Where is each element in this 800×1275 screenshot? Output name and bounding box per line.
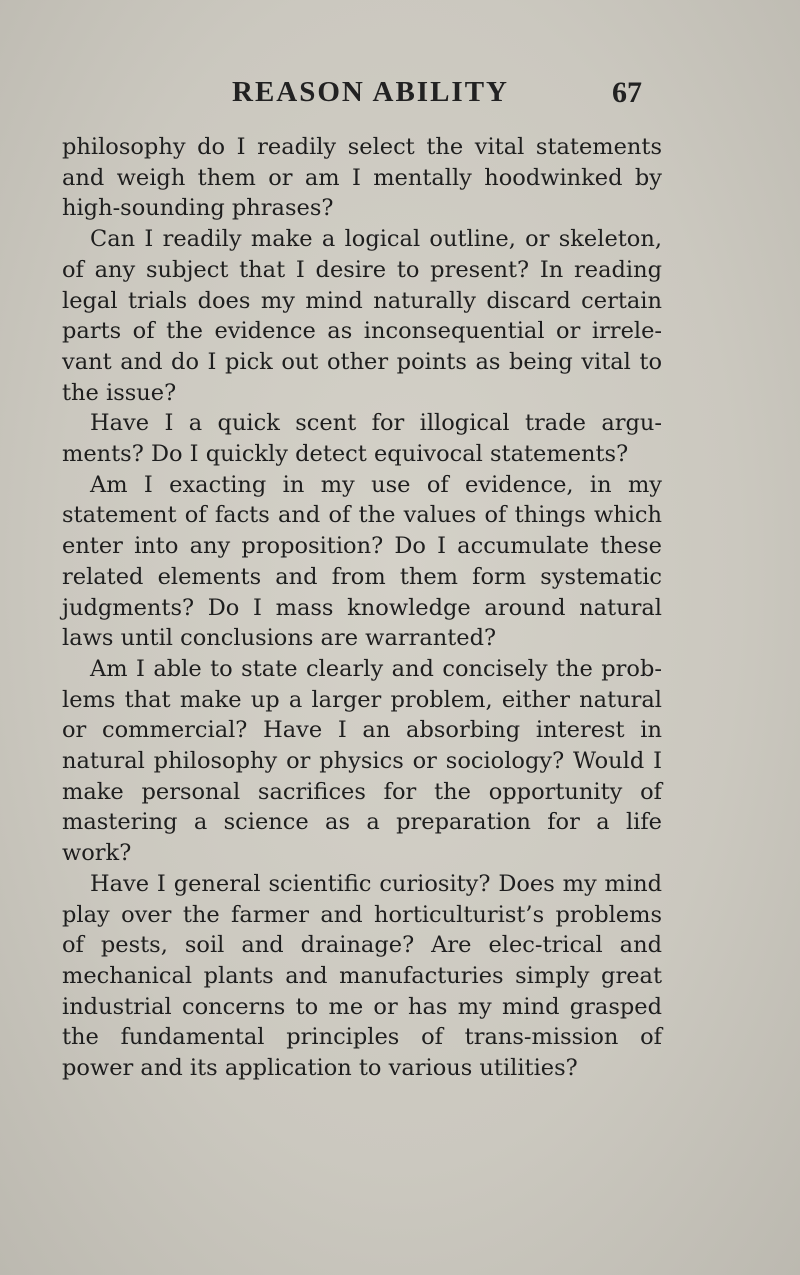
paragraph: Am I exacting in my use of evidence, in my statement of facts and of the values of things which enter into any proposition? Do I accumulate these related elements and from them form systematic judgments? Do I mass knowledge around natural laws until conclusions are warranted?: [62, 471, 662, 652]
running-title: REASON ABILITY: [232, 76, 509, 108]
paragraph: Am I able to state clearly and concisely the prob-lems that make up a larger problem, either natural or commercial? Have I an absorbing interest in natural philosophy or physics or sociology? Would I make personal sacrifices for the opportunity of mastering a science as a preparation for a life work?: [62, 655, 662, 867]
page-number: 67: [612, 76, 642, 109]
paragraph: Have I a quick scent for illogical trade argu-ments? Do I quickly detect equivocal statements?: [62, 410, 662, 468]
paragraph-continued: philosophy do I readily select the vital statements and weigh them or am I mentally hoodwinked by high-sounding phrases?: [62, 134, 662, 222]
paragraph: Have I general scientific curiosity? Does my mind play over the farmer and horticulturist’s problems of pests, soil and drainage? Are elec-trical and mechanical plants and manufacturies simply great industrial concerns to me or has my mind grasped the fundamental principles of trans-mission of power and its application to various utilities?: [62, 870, 662, 1082]
body-text: [62, 132, 662, 1084]
paragraph: Can I readily make a logical outline, or skeleton, of any subject that I desire to present? In reading legal trials does my mind naturally discard certain parts of the evidence as inconsequential or irrele-vant and do I pick out other points as being vital to the issue?: [62, 226, 662, 406]
running-head: [0, 76, 800, 116]
